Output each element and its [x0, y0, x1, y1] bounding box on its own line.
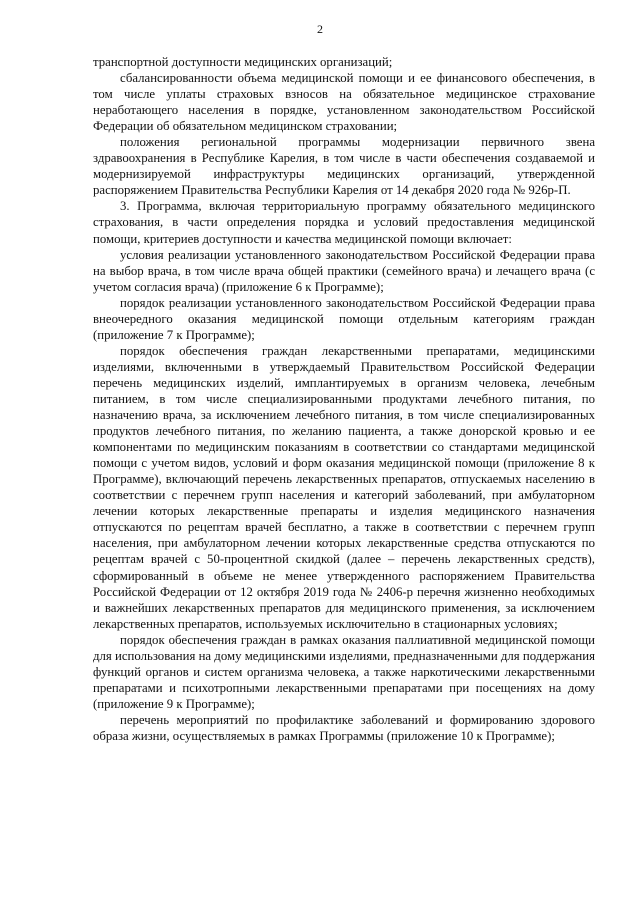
paragraph: положения региональной программы модернизации первичного звена здравоохранения в Республике Карелия, в том числе в части обеспечения создаваемой и модернизируемой инфраструктуры медицинских организаций, утвержденной распоряжением Правительства Республики Карелия от 14 декабря 2020 года № 926р-П.	[93, 135, 595, 198]
paragraph: сбалансированности объема медицинской помощи и ее финансового обеспечения, в том числе уплаты страховых взносов на обязательное медицинское страхование неработающего населения в порядке, установленном законодательством Российской Федерации об обязательном медицинском страховании;	[93, 71, 595, 134]
paragraph: условия реализации установленного законодательством Российской Федерации права на выбор врача, в том числе врача общей практики (семейного врача) и лечащего врача (с учетом согласия врача) (приложение 6 к Программе);	[93, 247, 595, 294]
paragraph: порядок обеспечения граждан лекарственными препаратами, медицинскими изделиями, включенными в утверждаемый Правительством Российской Федерации перечень медицинских изделий, имплантируемых в организм человека, лечебным питанием, в том числе специализированными продуктами лечебного питания, по назначению врача, за исключением лечебного питания, в том числе специализированных продуктов лечебного питания, по желанию пациента, а также донорской кровью и ее компонентами по медицинским показаниям в соответствии со стандартами медицинской помощи с учетом видов, условий и форм оказания медицинской помощи (приложение 8 к Программе), включающий перечень лекарственных препаратов, отпускаемых населению в соответствии с перечнем групп населения и категорий заболеваний, при амбулаторном лечении которых лекарственные препараты и изделия медицинского назначения отпускаются по рецептам врачей бесплатно, а также в соответствии с перечнем групп населения, при амбулаторном лечении которых лекарственные средства отпускаются по рецептам врачей с 50-процентной скидкой (далее – перечень лекарственных средств), сформированный в объеме не менее утвержденного распоряжением Правительства Российской Федерации от 12 октября 2019 года № 2406-р перечня жизненно необходимых и важнейших лекарственных препаратов для медицинского применения, за исключением лекарственных препаратов, используемых исключительно в стационарных условиях;	[93, 343, 595, 631]
paragraph: порядок реализации установленного законодательством Российской Федерации права внеочередного оказания медицинской помощи отдельным категориям граждан (приложение 7 к Программе);	[93, 295, 595, 342]
paragraph: порядок обеспечения граждан в рамках оказания паллиативной медицинской помощи для использования на дому медицинскими изделиями, предназначенными для поддержания функций органов и систем организма человека, а также наркотическими лекарственными препаратами и психотропными лекарственными препаратами при посещениях на дому (приложение 9 к Программе);	[93, 632, 595, 711]
paragraph-continuation: транспортной доступности медицинских организаций;	[93, 55, 393, 69]
paragraph: перечень мероприятий по профилактике заболеваний и формированию здорового образа жизни, осуществляемых в рамках Программы (приложение 10 к Программе);	[93, 712, 595, 743]
document-body	[93, 54, 595, 744]
paragraph: 3. Программа, включая территориальную программу обязательного медицинского страхования, в части определения порядка и условий предоставления медицинской помощи, критериев доступности и качества медицинской помощи включает:	[93, 199, 595, 246]
page-number: 2	[317, 22, 323, 36]
